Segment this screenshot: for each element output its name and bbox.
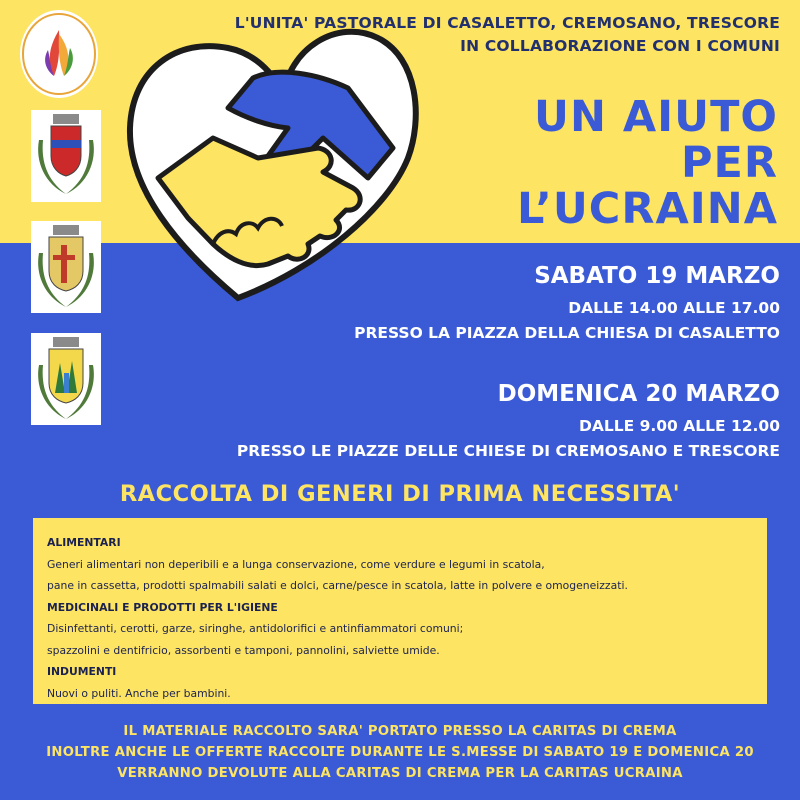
event-saturday <box>354 263 780 342</box>
page-title <box>517 94 778 232</box>
title-line-1: UN AIUTO <box>534 92 778 142</box>
event-time: DALLE 14.00 ALLE 17.00 <box>568 299 780 317</box>
needs-list <box>33 518 767 704</box>
event-place: PRESSO LE PIAZZE DELLE CHIESE DI CREMOSANO E TRESCORE <box>236 442 780 460</box>
cremosano-crest-icon <box>31 221 101 313</box>
header <box>235 12 780 58</box>
needs-line: spazzolini e dentifricio, assorbenti e tamponi, pannolini, salviette umide. <box>47 643 440 657</box>
needs-line: Nuovi o puliti. Anche per bambini. <box>47 686 231 700</box>
title-line-3: L’UCRAINA <box>517 184 778 234</box>
header-line-2: IN COLLABORAZIONE CON I COMUNI <box>460 37 780 55</box>
needs-heading: ALIMENTARI <box>47 536 121 549</box>
footer <box>0 721 800 784</box>
event-sunday <box>237 381 780 460</box>
event-day: SABATO 19 MARZO <box>534 263 780 289</box>
footer-line-2: INOLTRE ANCHE LE OFFERTE RACCOLTE DURANTE LE S.MESSE DI SABATO 19 E DOMENICA 20 <box>46 745 754 760</box>
needs-heading: MEDICINALI E PRODOTTI PER L'IGIENE <box>47 600 278 614</box>
needs-line: pane in cassetta, prodotti spalmabili salati e dolci, carne/pesce in scatola, latte in polvere e omogeneizzati. <box>47 579 628 592</box>
casaletto-crest-icon <box>31 110 101 202</box>
footer-line-3: VERRANNO DEVOLUTE ALLA CARITAS DI CREMA PER LA CARITAS UCRAINA <box>117 766 683 781</box>
unita-pastorale-logo <box>20 10 98 98</box>
needs-heading: INDUMENTI <box>47 665 117 678</box>
title-line-2: PER <box>681 138 778 188</box>
collection-title: RACCOLTA DI GENERI DI PRIMA NECESSITA' <box>119 481 681 507</box>
event-time: DALLE 9.00 ALLE 12.00 <box>578 417 780 435</box>
needs-line: Disinfettanti, cerotti, garze, siringhe, antidolorifici e antinfiammatori comuni; <box>47 622 464 635</box>
trescore-crest-icon <box>31 333 101 425</box>
event-day: DOMENICA 20 MARZO <box>497 381 780 407</box>
header-line-1: L'UNITA' PASTORALE DI CASALETTO, CREMOSANO, TRESCORE <box>234 14 780 32</box>
needs-line: Generi alimentari non deperibili e a lunga conservazione, come verdure e legumi in scatola, <box>47 557 545 571</box>
event-place: PRESSO LA PIAZZA DELLA CHIESA DI CASALETTO <box>354 324 780 342</box>
footer-line-1: IL MATERIALE RACCOLTO SARA' PORTATO PRESSO LA CARITAS DI CREMA <box>123 724 677 739</box>
